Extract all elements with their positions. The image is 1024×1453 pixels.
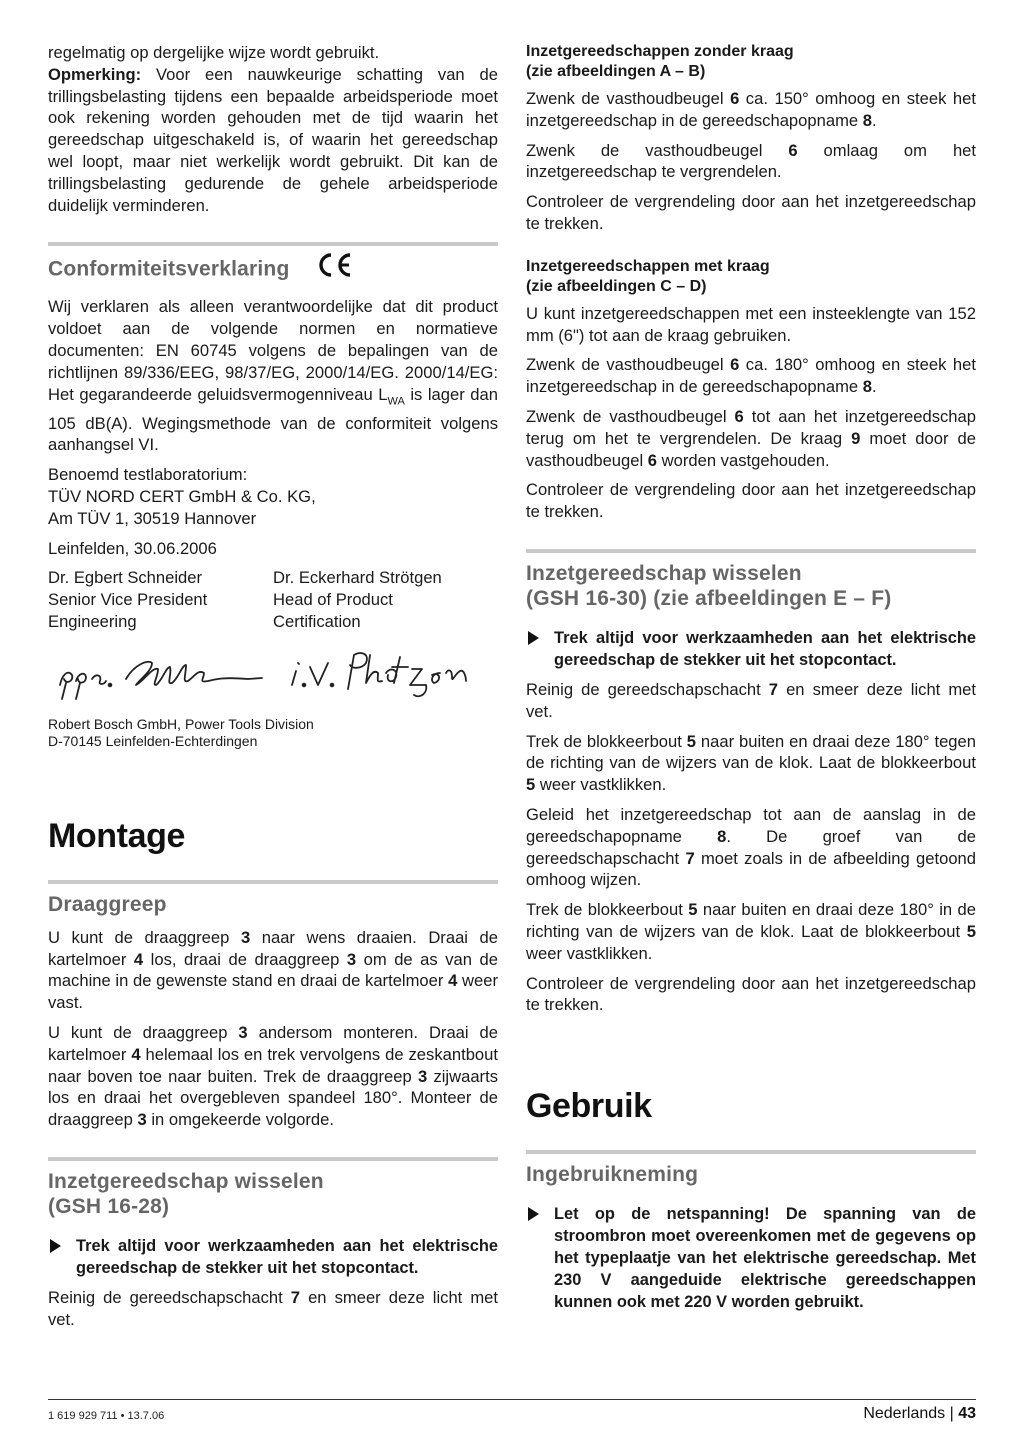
draaggreep-p1: U kunt de draaggreep 3 naar wens draaien. Draai de kartelmoer 4 los, draai de draaggreep 3 om de as van de machine in de gewenste stand en draai de kartelmoer 4 weer vast. — [48, 927, 498, 1013]
safety-warning-16-30: Trek altijd voor werkzaamheden aan het elektrische gereedschap de stekker uit het stopcontact. — [526, 627, 976, 671]
place-date: Leinfelden, 30.06.2006 — [48, 538, 217, 558]
wissel-16-30-p3: Geleid het inzetgereedschap tot aan de aanslag in de gereedschapopname 8. De groef van de gereedschapschacht 7 moet zoals in de afbeelding getoond omhoog wijzen. — [526, 804, 976, 890]
zonder-p3: Controleer de vergrendeling door aan het inzetgereedschap te trekken. — [526, 192, 976, 233]
gebruik-title: Gebruik — [526, 1087, 652, 1126]
zonder-kraag-heading: Inzetgereedschappen zonder kraag (zie afbeeldingen A – B) — [526, 43, 794, 80]
vibration-note: Opmerking: Voor een nauwkeurige schatting van de trillingsbelasting tijdens een bepaalde arbeidsperiode moet ook rekening worden gehouden met de tijd waarin het gereedschap uitgeschakeld is, of waarin het gereedschap wel loopt, maar niet werkelijk wordt gebruikt. Dit kan de trillingsbelasting gedurende de gehele arbeidsperiode duidelijk verminderen. — [48, 64, 498, 215]
handwritten-signatures — [48, 645, 498, 706]
signatory-1: Dr. Egbert Schneider Senior Vice President Engineering — [48, 568, 208, 632]
wissel-16-30-p4: Trek de blokkeerbout 5 naar buiten en draai deze 180° in de richting van de wijzers van de klok. Laat de blokkeerbout 5 weer vastklikken. — [526, 900, 976, 963]
wissel-16-30-p5: Controleer de vergrendeling door aan het inzetgereedschap te trekken. — [526, 973, 976, 1015]
montage-title: Montage — [48, 816, 185, 855]
draaggreep-heading: Draaggreep — [48, 880, 498, 917]
right-column — [526, 42, 976, 1321]
signatories — [48, 567, 498, 632]
bullet-triangle-icon — [50, 1239, 61, 1253]
signatory-2: Dr. Eckerhard Strötgen Head of Product Certification — [273, 568, 442, 632]
bullet-triangle-icon — [528, 631, 539, 645]
bullet-triangle-icon — [528, 1207, 539, 1221]
left-column — [48, 42, 498, 1339]
document-code: 1 619 929 711 • 13.7.06 — [48, 1410, 165, 1422]
draaggreep-p2: U kunt de draaggreep 3 andersom monteren. Draai de kartelmoer 4 helemaal los en trek vervolgens de zeskantbout naar boven toe naar buiten. Trek de draaggreep 3 zijwaarts los en draai het overgebleven spandeel 180°. Monteer de draaggreep 3 in omgekeerde volgorde. — [48, 1023, 498, 1130]
met-p2: Zwenk de vasthoudbeugel 6 ca. 180° omhoog en steek het inzetgereedschap in de gereedschapopname 8. — [526, 355, 976, 397]
conformity-heading: Conformiteitsverklaring — [48, 242, 498, 286]
safety-warning-16-28: Trek altijd voor werkzaamheden aan het elektrische gereedschap de stekker uit het stopcontact. — [48, 1235, 498, 1279]
mains-voltage-warning: Let op de netspanning! De spanning van de stroombron moet overeenkomen met de gegevens op het typeplaatje van het elektrische gereedschap. Met 230 V aangeduide elektrische gereedschappen kunnen ook met 220 V worden gebruikt. — [526, 1203, 976, 1313]
intro-text: regelmatig op dergelijke wijze wordt gebruikt. — [48, 43, 380, 62]
conformity-text: Wij verklaren als alleen verantwoordelijke dat dit product voldoet aan de volgende normen en normatieve documenten: EN 60745 volgens de bepalingen van de richtlijnen 89/336/EEG, 98/37/EG, 2000/14/EG. 2000/14/EG: Het gegarandeerde geluidsvermogenniveau $L_{WA}$ is lager dan 105 dB(A). Wegingsmethode van de conformiteit volgens aanhangsel VI. — [48, 297, 498, 455]
met-kraag-heading: Inzetgereedschappen met kraag (zie afbeeldingen C – D) — [526, 257, 770, 295]
met-p3: Zwenk de vasthoudbeugel 6 tot aan het inzetgereedschap terug om het te vergrendelen. De kraag 9 moet door de vasthoudbeugel 6 worden vastgehouden. — [526, 406, 977, 470]
wissel-16-30-p1: Reinig de gereedschapschacht 7 en smeer deze licht met vet. — [526, 679, 977, 721]
met-p4: Controleer de vergrendeling door aan het inzetgereedschap te trekken. — [526, 480, 976, 522]
met-p1: U kunt inzetgereedschappen met een insteeklengte van 152 mm (6") tot aan de kraag gebruiken. — [526, 303, 976, 345]
company-address: Robert Bosch GmbH, Power Tools Division D-70145 Leinfelden-Echterdingen — [48, 715, 314, 749]
page-footer-language: Nederlands | 43 — [863, 1405, 976, 1422]
test-lab: Benoemd testlaboratorium: TÜV NORD CERT GmbH & Co. KG, Am TÜV 1, 30519 Hannover — [48, 465, 316, 528]
page-number: 43 — [958, 1405, 976, 1422]
wissel-16-30-p2: Trek de blokkeerbout 5 naar buiten en draai deze 180° tegen de richting van de wijzers van de klok. Laat de blokkeerbout 5 weer vastklikken. — [526, 731, 976, 795]
zonder-p2: Zwenk de vasthoudbeugel 6 omlaag om het inzetgereedschap te vergrendelen. — [526, 140, 977, 182]
wissel-16-28-heading: Inzetgereedschap wisselen (GSH 16-28) — [48, 1157, 498, 1219]
ingebruikneming-heading: Ingebruikneming — [526, 1150, 976, 1187]
zonder-p1: Zwenk de vasthoudbeugel 6 ca. 150° omhoog en steek het inzetgereedschap in de gereedschapopname 8. — [526, 89, 976, 130]
footer-rule — [48, 1399, 976, 1400]
ce-mark-icon — [316, 252, 354, 284]
wissel-16-28-p1: Reinig de gereedschapschacht 7 en smeer deze licht met vet. — [48, 1288, 499, 1329]
note-label: Opmerking: — [48, 64, 142, 84]
wissel-16-30-heading: Inzetgereedschap wisselen (GSH 16-30) (zie afbeeldingen E – F) — [526, 549, 976, 611]
